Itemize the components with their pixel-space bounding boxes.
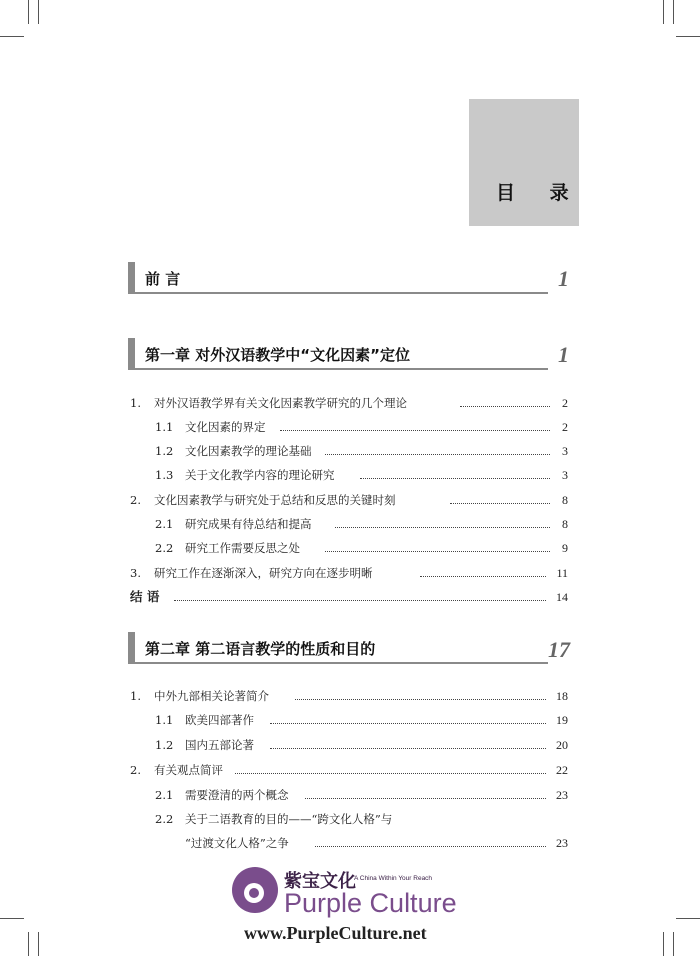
entry-page: 18 bbox=[556, 689, 568, 703]
entry-text: 结 语 bbox=[130, 589, 160, 604]
entry-text: 中外九部相关论著简介 bbox=[154, 689, 269, 703]
swirl-logo-icon bbox=[232, 867, 278, 913]
chapter-page-number: 1 bbox=[558, 266, 569, 291]
entry-text: 欧美四部著作 bbox=[185, 713, 254, 727]
entry-page: 14 bbox=[556, 590, 568, 604]
toc-entry[interactable] bbox=[155, 418, 568, 436]
toc-entry[interactable] bbox=[155, 834, 568, 852]
toc-heading: 目 录 bbox=[496, 182, 583, 204]
entry-text: 文化因素教学的理论基础 bbox=[185, 444, 312, 458]
chapter-bar bbox=[128, 632, 135, 664]
crop-mark bbox=[38, 0, 39, 24]
entry-text: 对外汉语教学界有关文化因素教学研究的几个理论 bbox=[154, 396, 407, 410]
entry-number: 2. bbox=[130, 493, 141, 507]
chapter-title: 前 言 bbox=[145, 270, 181, 288]
leader-dots bbox=[360, 478, 550, 479]
toc-entry[interactable] bbox=[130, 394, 568, 412]
watermark-cn: 紫宝文化 bbox=[284, 871, 356, 892]
watermark-logo bbox=[232, 863, 492, 953]
toc-entry[interactable] bbox=[155, 539, 568, 557]
crop-mark bbox=[663, 932, 664, 956]
chapter-page-number: 17 bbox=[548, 637, 570, 662]
chapter-title: 第一章 对外汉语教学中“文化因素”定位 bbox=[145, 346, 410, 364]
leader-dots bbox=[295, 699, 546, 700]
entry-text: 研究成果有待总结和提高 bbox=[185, 517, 312, 531]
leader-dots bbox=[325, 551, 550, 552]
leader-dots bbox=[325, 454, 550, 455]
toc-entry[interactable] bbox=[130, 761, 568, 779]
chapter-header-1[interactable] bbox=[128, 338, 548, 370]
entry-text: 需要澄清的两个概念 bbox=[185, 788, 289, 802]
chapter-rule bbox=[135, 292, 548, 294]
toc-entry[interactable] bbox=[155, 711, 568, 729]
entry-number: 1. bbox=[130, 689, 141, 703]
entry-page: 2 bbox=[562, 396, 568, 410]
entry-page: 23 bbox=[556, 788, 568, 802]
leader-dots bbox=[315, 846, 546, 847]
crop-mark bbox=[0, 918, 24, 919]
entry-text: 有关观点简评 bbox=[154, 763, 223, 777]
toc-heading-box bbox=[469, 99, 579, 226]
chapter-header-2[interactable] bbox=[128, 632, 548, 664]
toc-entry[interactable] bbox=[155, 736, 568, 754]
entry-text: 研究工作需要反思之处 bbox=[185, 541, 300, 555]
entry-page: 11 bbox=[556, 566, 568, 580]
toc-entry[interactable] bbox=[155, 786, 568, 804]
crop-mark bbox=[28, 0, 29, 24]
watermark-tagline: A China Within Your Reach bbox=[354, 875, 433, 882]
entry-number: 2.1 bbox=[155, 788, 174, 802]
entry-number: 1.2 bbox=[155, 444, 174, 458]
toc-entry[interactable] bbox=[130, 687, 568, 705]
entry-number: 1.3 bbox=[155, 468, 174, 482]
entry-number: 3. bbox=[130, 566, 141, 580]
crop-mark bbox=[673, 932, 674, 956]
entry-page: 23 bbox=[556, 836, 568, 850]
chapter-page-number: 1 bbox=[558, 342, 569, 367]
entry-page: 3 bbox=[562, 444, 568, 458]
leader-dots bbox=[450, 503, 550, 504]
entry-page: 8 bbox=[562, 517, 568, 531]
entry-number: 1.1 bbox=[155, 420, 174, 434]
entry-text: 研究工作在逐渐深入，研究方向在逐步明晰 bbox=[154, 566, 373, 580]
crop-mark bbox=[663, 0, 664, 24]
entry-number: 1. bbox=[130, 396, 141, 410]
leader-dots bbox=[280, 430, 550, 431]
crop-mark bbox=[0, 36, 24, 37]
entry-page: 9 bbox=[562, 541, 568, 555]
entry-number: 1.1 bbox=[155, 713, 174, 727]
leader-dots bbox=[270, 748, 546, 749]
crop-mark bbox=[38, 932, 39, 956]
toc-entry[interactable] bbox=[155, 810, 568, 828]
watermark-url: www.PurpleCulture.net bbox=[244, 923, 427, 943]
chapter-bar bbox=[128, 338, 135, 370]
leader-dots bbox=[235, 773, 546, 774]
leader-dots bbox=[270, 723, 546, 724]
entry-text: 关于文化教学内容的理论研究 bbox=[185, 468, 335, 482]
entry-number: 2.2 bbox=[155, 812, 174, 826]
crop-mark bbox=[676, 918, 700, 919]
watermark-en: Purple Culture bbox=[284, 888, 457, 918]
entry-page: 19 bbox=[556, 713, 568, 727]
toc-entry[interactable] bbox=[155, 442, 568, 460]
entry-text: 关于二语教育的目的——“跨文化人格”与 bbox=[185, 812, 393, 826]
chapter-header-preface[interactable] bbox=[128, 262, 548, 294]
entry-number: 2.2 bbox=[155, 541, 174, 555]
leader-dots bbox=[460, 406, 550, 407]
leader-dots bbox=[305, 798, 546, 799]
entry-page: 22 bbox=[556, 763, 568, 777]
entry-text: 文化因素教学与研究处于总结和反思的关键时刻 bbox=[154, 493, 396, 507]
chapter-rule bbox=[135, 662, 548, 664]
entry-number: 2. bbox=[130, 763, 141, 777]
chapter-title: 第二章 第二语言教学的性质和目的 bbox=[145, 640, 376, 658]
entry-number: 2.1 bbox=[155, 517, 174, 531]
entry-text: “过渡文化人格”之争 bbox=[185, 836, 289, 850]
leader-dots bbox=[174, 600, 546, 601]
toc-entry[interactable] bbox=[130, 491, 568, 509]
entry-number: 1.2 bbox=[155, 738, 174, 752]
swirl-core bbox=[249, 888, 259, 898]
entry-page: 8 bbox=[562, 493, 568, 507]
leader-dots bbox=[420, 576, 546, 577]
entry-page: 2 bbox=[562, 420, 568, 434]
entry-text: 国内五部论著 bbox=[185, 738, 254, 752]
entry-page: 3 bbox=[562, 468, 568, 482]
crop-mark bbox=[676, 36, 700, 37]
crop-mark bbox=[28, 932, 29, 956]
chapter-rule bbox=[135, 368, 548, 370]
toc-entry[interactable] bbox=[155, 466, 568, 484]
entry-text: 文化因素的界定 bbox=[185, 420, 266, 434]
chapter-bar bbox=[128, 262, 135, 294]
toc-entry[interactable] bbox=[155, 515, 568, 533]
toc-entry[interactable] bbox=[130, 588, 568, 606]
crop-mark bbox=[673, 0, 674, 24]
toc-entry[interactable] bbox=[130, 564, 568, 582]
entry-page: 20 bbox=[556, 738, 568, 752]
leader-dots bbox=[335, 527, 550, 528]
